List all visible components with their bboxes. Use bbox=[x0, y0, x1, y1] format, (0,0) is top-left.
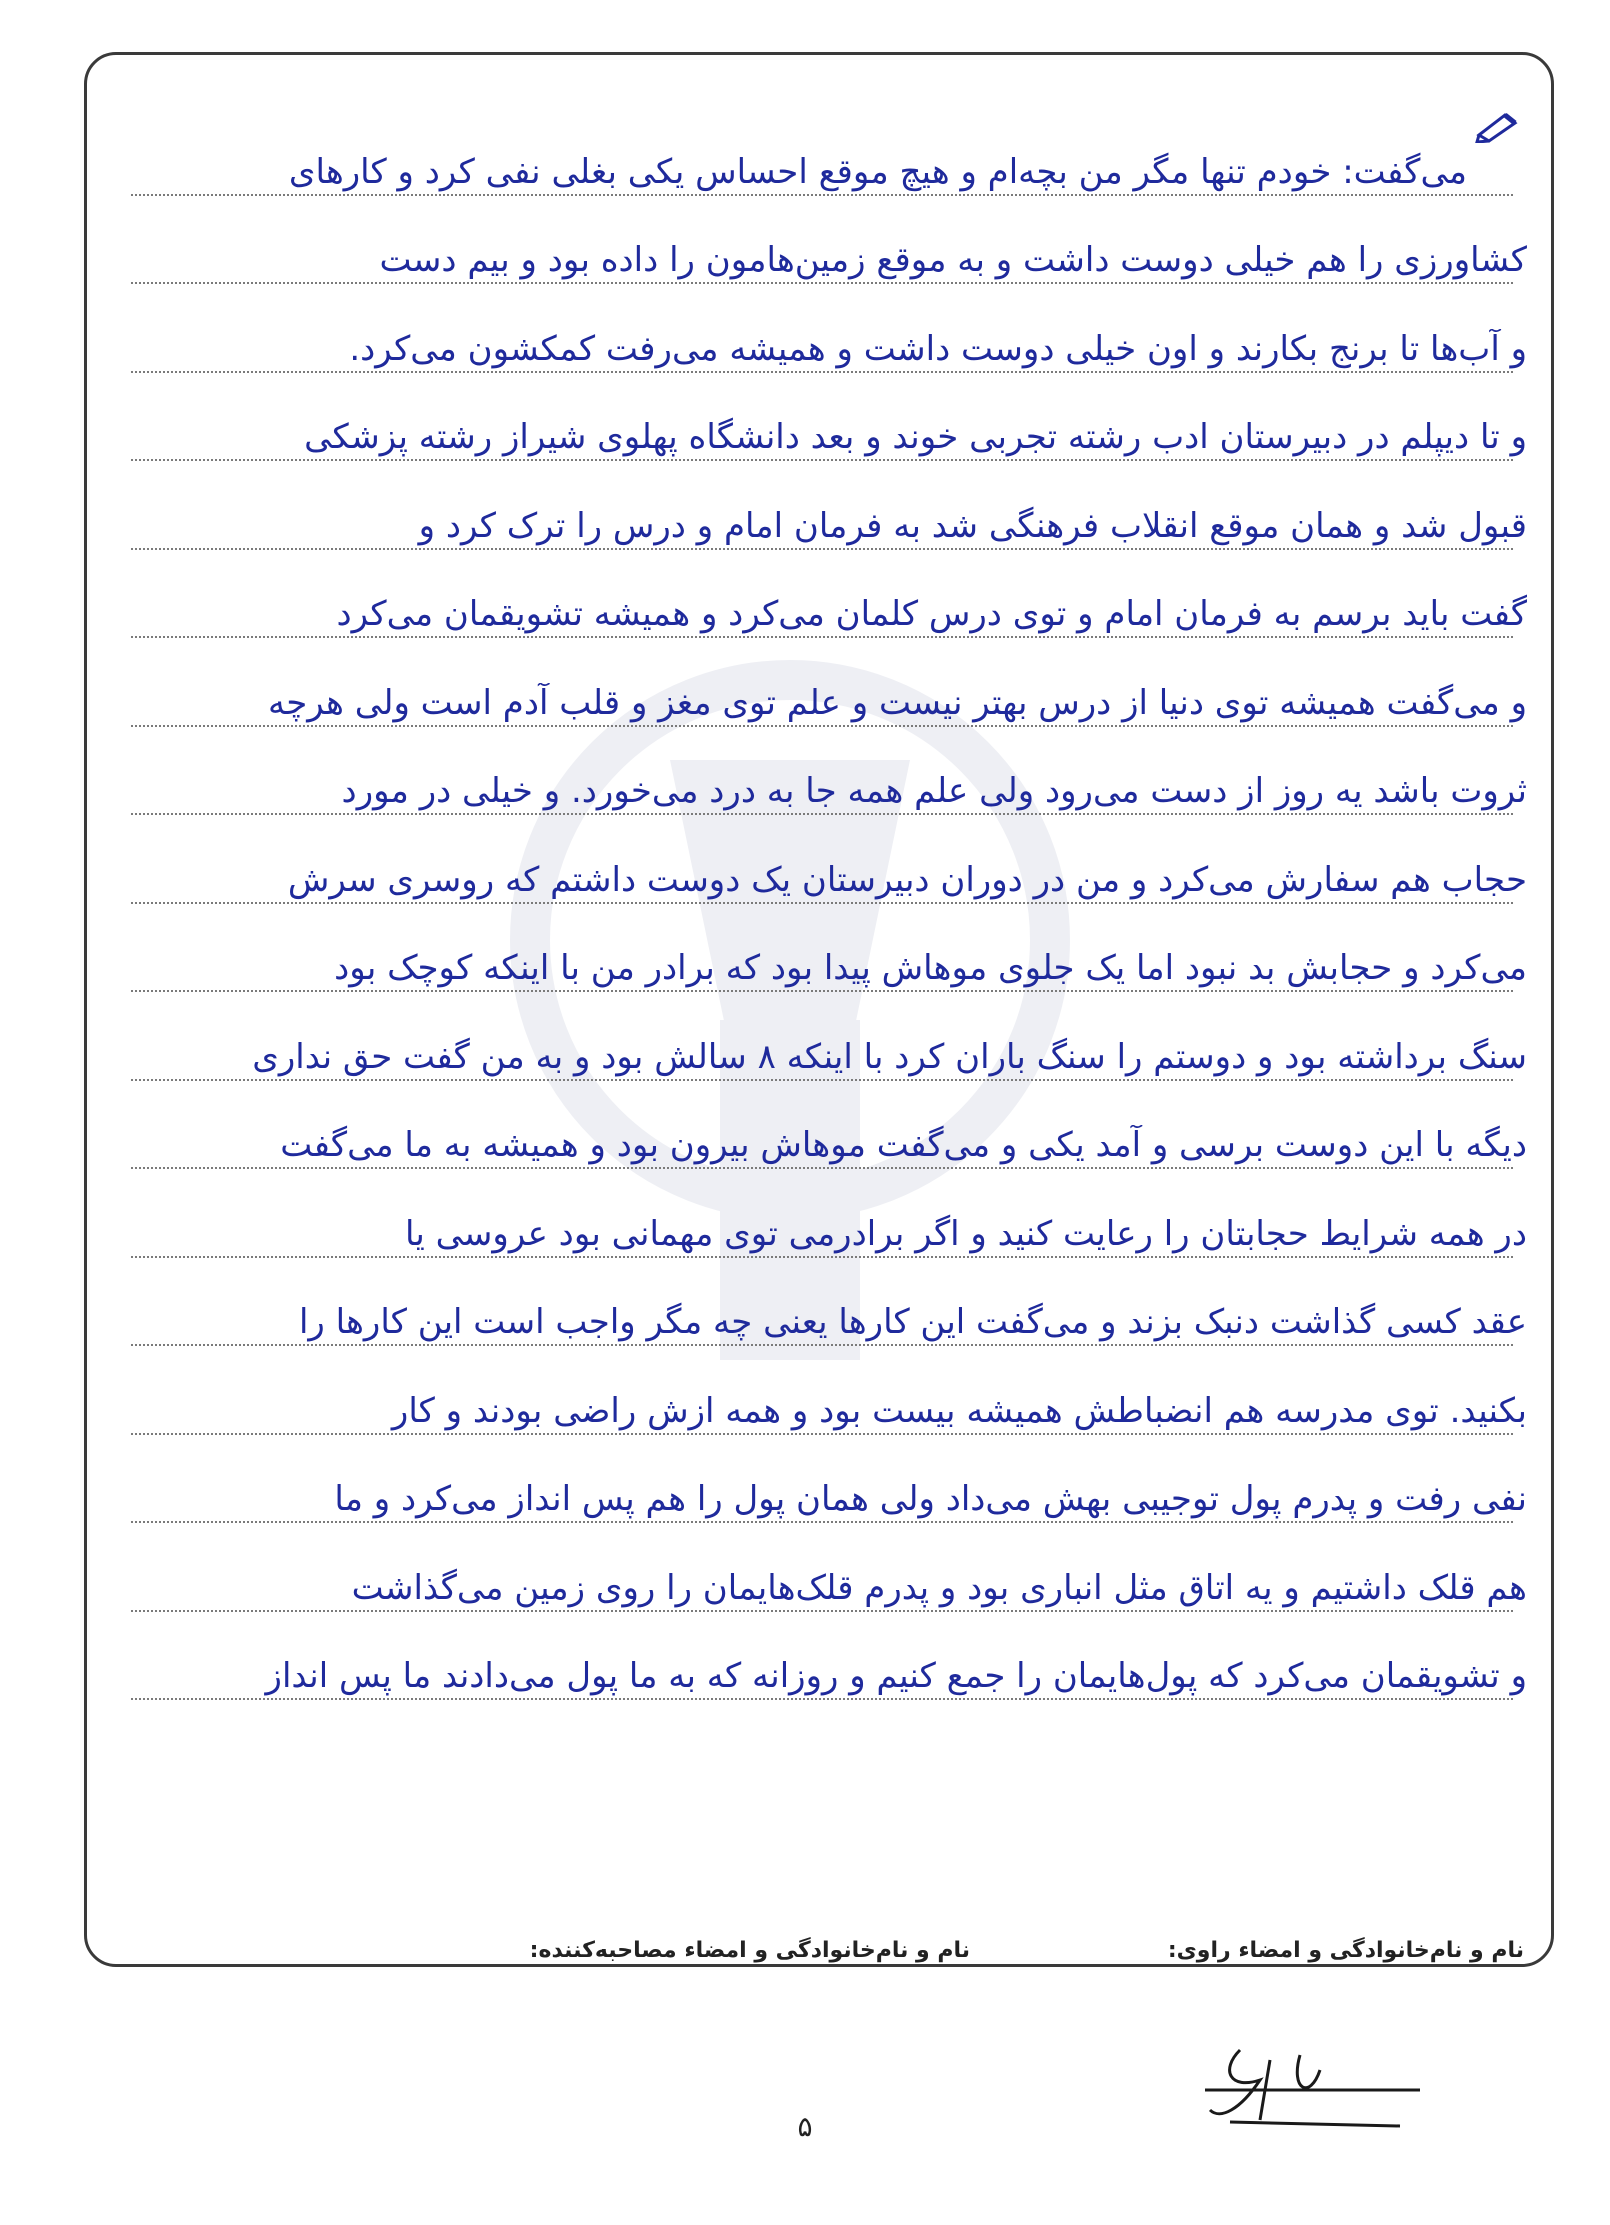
dotted-rule bbox=[131, 548, 1513, 550]
handwritten-line bbox=[117, 387, 1527, 476]
handwritten-line bbox=[117, 918, 1527, 1007]
line-text: بکنید. توی مدرسه هم انضباطش همیشه بیست بود و همه ازش راضی بودند و کار bbox=[391, 1390, 1527, 1431]
line-text: عقد کسی گذاشت دنبک بزند و می‌گفت این کارها یعنی چه مگر واجب است این کارها را bbox=[298, 1302, 1527, 1342]
dotted-rule bbox=[131, 1521, 1513, 1523]
handwritten-line bbox=[117, 1449, 1527, 1538]
dotted-rule bbox=[131, 725, 1513, 727]
handwritten-line bbox=[117, 652, 1527, 741]
dotted-rule bbox=[131, 636, 1513, 638]
handwritten-line bbox=[117, 1183, 1527, 1272]
line-text: و تا دیپلم در دبیرستان ادب رشته تجربی خوند و بعد دانشگاه پهلوی شیراز رشته پزشکی bbox=[304, 417, 1527, 457]
handwritten-line bbox=[117, 1360, 1527, 1449]
dotted-rule bbox=[131, 459, 1513, 461]
line-text: نفی رفت و پدرم پول توجیبی بهش می‌داد ولی همان پول را هم پس انداز می‌کرد و ما bbox=[334, 1479, 1527, 1519]
dotted-rule bbox=[131, 194, 1513, 196]
dotted-rule bbox=[131, 813, 1513, 815]
line-text: کشاورزی را هم خیلی دوست داشت و به موقع زمین‌هامون را داده بود و بیم دست bbox=[379, 240, 1527, 280]
line-text: و می‌گفت همیشه توی دنیا از درس بهتر نیست و علم توی مغز و قلب آدم است ولی هرچه bbox=[268, 682, 1527, 723]
handwritten-line bbox=[117, 1006, 1527, 1095]
dotted-rule bbox=[131, 990, 1513, 992]
interviewer-signature-label: نام و نام‌خانوادگی و امضاء مصاحبه‌کننده: bbox=[529, 1938, 970, 1963]
handwritten-line bbox=[117, 1272, 1527, 1361]
line-text: می‌کرد و حجابش بد نبود اما یک جلوی موهاش پیدا بود که برادر من با اینکه کوچک بود bbox=[334, 948, 1527, 988]
dotted-rule bbox=[131, 1344, 1513, 1346]
handwritten-line bbox=[117, 475, 1527, 564]
dotted-rule bbox=[131, 1256, 1513, 1258]
handwritten-line bbox=[117, 564, 1527, 653]
line-text: می‌گفت: خودم تنها مگر من بچه‌ام و هیچ موقع احساس یکی بغلی نفی کرد و کارهای bbox=[288, 151, 1467, 192]
line-text: حجاب هم سفارش می‌کرد و من در دوران دبیرستان یک دوست داشتم که روسری سرش bbox=[287, 859, 1527, 900]
dotted-rule bbox=[131, 1433, 1513, 1435]
dotted-rule bbox=[131, 1698, 1513, 1700]
line-text: ثروت باشد یه روز از دست می‌رود ولی علم همه جا به درد می‌خورد. و خیلی در مورد bbox=[341, 771, 1527, 811]
line-text: در همه شرایط حجابتان را رعایت کنید و اگر برادرمی توی مهمانی بود عروسی یا bbox=[404, 1213, 1527, 1254]
dotted-rule bbox=[131, 1610, 1513, 1612]
line-text: گفت باید برسم به فرمان امام و توی درس کلمان می‌کرد و همیشه تشویقمان می‌کرد bbox=[336, 594, 1527, 634]
handwritten-line bbox=[117, 121, 1527, 210]
dotted-rule bbox=[131, 902, 1513, 904]
handwritten-line bbox=[117, 829, 1527, 918]
dotted-rule bbox=[131, 371, 1513, 373]
handwritten-line bbox=[117, 741, 1527, 830]
dotted-rule bbox=[131, 1167, 1513, 1169]
line-text: دیگه با این دوست برسی و آمد یکی و می‌گفت موهاش بیرون بود و همیشه به ما می‌گفت bbox=[280, 1125, 1527, 1165]
signature-labels bbox=[0, 1938, 1610, 1978]
line-text: قبول شد و همان موقع انقلاب فرهنگی شد به فرمان امام و درس را ترک کرد و bbox=[418, 505, 1527, 546]
handwritten-line bbox=[117, 210, 1527, 299]
handwritten-line bbox=[117, 298, 1527, 387]
dotted-rule bbox=[131, 282, 1513, 284]
handwritten-line bbox=[117, 1095, 1527, 1184]
page-number: ۵ bbox=[797, 2110, 813, 2143]
line-text: سنگ برداشته بود و دوستم را سنگ باران کرد با اینکه ۸ سالش بود و به من گفت حق نداری bbox=[252, 1036, 1527, 1077]
line-text: هم قلک داشتیم و یه اتاق مثل انباری بود و پدرم قلک‌هایمان را روی زمین می‌گذاشت bbox=[351, 1567, 1527, 1608]
narrator-signature-label: نام و نام‌خانوادگی و امضاء راوی: bbox=[1167, 1938, 1524, 1963]
dotted-rule bbox=[131, 1079, 1513, 1081]
handwritten-line bbox=[117, 1626, 1527, 1715]
handwritten-lines bbox=[117, 121, 1527, 1714]
line-text: و آب‌ها تا برنج بکارند و اون خیلی دوست داشت و همیشه می‌رفت کمکشون می‌کرد. bbox=[349, 328, 1527, 369]
page-frame bbox=[84, 52, 1554, 1967]
handwritten-line bbox=[117, 1537, 1527, 1626]
line-text: و تشویقمان می‌کرد که پول‌هایمان را جمع کنیم و روزانه که به ما پول می‌دادند ما پس انداز bbox=[265, 1656, 1527, 1696]
